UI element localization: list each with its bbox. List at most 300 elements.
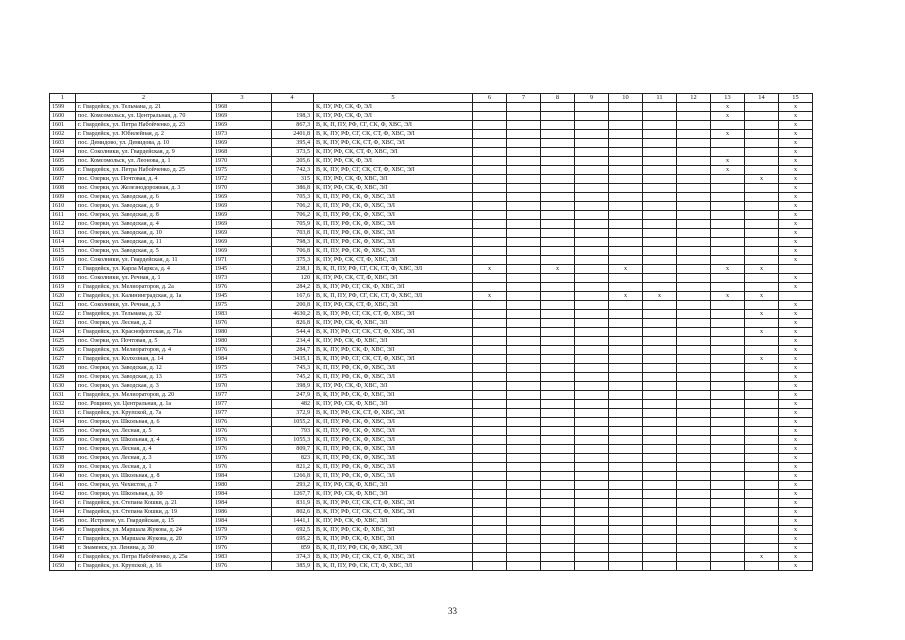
- cell-col-6: [473, 508, 507, 517]
- cell-area: 1055,2: [272, 418, 314, 427]
- cell-col-6: [473, 535, 507, 544]
- cell-col-11: [643, 454, 677, 463]
- cell-col-6: [473, 409, 507, 418]
- cell-year-built: 1980: [212, 337, 272, 346]
- cell-col-11: [643, 526, 677, 535]
- cell-year-built: 1975: [212, 364, 272, 373]
- cell-col-15: x: [779, 463, 813, 472]
- cell-col-11: [643, 103, 677, 112]
- cell-address: пос. Комсомольск, ул. Леонова, д. 1: [76, 157, 212, 166]
- cell-col-9: [575, 409, 609, 418]
- cell-systems: К, ПУ, РФ, СК, Ф, ХВС, ЭЛ: [314, 382, 473, 391]
- cell-col-11: [643, 175, 677, 184]
- header-cell-record-number: 1: [50, 94, 76, 103]
- cell-col-8: [541, 391, 575, 400]
- cell-col-15: x: [779, 400, 813, 409]
- cell-area: 1055,3: [272, 436, 314, 445]
- cell-col-6: [473, 337, 507, 346]
- cell-col-13: x: [711, 157, 745, 166]
- cell-systems: В, К, П, ПУ, РФ, СГ, СК, Ф, ХВС, ЭЛ: [314, 121, 473, 130]
- cell-col-8: [541, 202, 575, 211]
- cell-col-15: x: [779, 148, 813, 157]
- cell-col-6: [473, 427, 507, 436]
- cell-col-15: x: [779, 499, 813, 508]
- cell-col-12: [677, 238, 711, 247]
- cell-col-8: [541, 364, 575, 373]
- cell-col-14: [745, 562, 779, 571]
- cell-col-12: [677, 265, 711, 274]
- cell-col-12: [677, 553, 711, 562]
- cell-area: 1266,8: [272, 472, 314, 481]
- cell-col-15: x: [779, 130, 813, 139]
- cell-col-6: [473, 553, 507, 562]
- cell-systems: В, К, ПУ, РФ, СГ, СК, СТ, Ф, ХВС, ЭЛ: [314, 328, 473, 337]
- cell-col-12: [677, 346, 711, 355]
- cell-area: 745,2: [272, 373, 314, 382]
- cell-record-number: 1620: [50, 292, 76, 301]
- cell-year-built: 1977: [212, 400, 272, 409]
- cell-year-built: 1970: [212, 184, 272, 193]
- cell-col-14: [745, 103, 779, 112]
- cell-year-built: 1975: [212, 301, 272, 310]
- cell-area: 385,9: [272, 562, 314, 571]
- table-row: [50, 535, 813, 544]
- cell-col-10: [609, 337, 643, 346]
- cell-col-13: [711, 391, 745, 400]
- cell-col-6: [473, 445, 507, 454]
- cell-col-10: [609, 139, 643, 148]
- cell-year-built: 1983: [212, 310, 272, 319]
- table-row: [50, 229, 813, 238]
- cell-col-11: [643, 391, 677, 400]
- cell-col-15: x: [779, 175, 813, 184]
- cell-col-6: [473, 157, 507, 166]
- cell-col-6: [473, 139, 507, 148]
- cell-col-8: [541, 157, 575, 166]
- cell-col-11: [643, 481, 677, 490]
- cell-col-15: x: [779, 445, 813, 454]
- cell-col-11: [643, 121, 677, 130]
- cell-col-8: [541, 535, 575, 544]
- cell-col-6: [473, 544, 507, 553]
- cell-col-10: [609, 319, 643, 328]
- cell-col-11: [643, 328, 677, 337]
- cell-systems: К, П, ПУ, РФ, СК, Ф, ХВС, ЭЛ: [314, 373, 473, 382]
- cell-col-7: [507, 481, 541, 490]
- cell-col-8: [541, 472, 575, 481]
- cell-systems: К, П, ПУ, РФ, СК, Ф, ХВС, ЭЛ: [314, 211, 473, 220]
- cell-col-7: [507, 319, 541, 328]
- cell-address: пос. Озерки, ул. Заводская, д. 11: [76, 238, 212, 247]
- cell-col-13: [711, 427, 745, 436]
- cell-area: 706,2: [272, 202, 314, 211]
- cell-col-11: [643, 355, 677, 364]
- cell-col-8: x: [541, 265, 575, 274]
- cell-col-6: [473, 220, 507, 229]
- cell-address: пос. Озерки, ул. Школьная, д. 10: [76, 490, 212, 499]
- cell-address: г. Гвардейск, ул. Калининградская, д. 1а: [76, 292, 212, 301]
- cell-col-10: [609, 166, 643, 175]
- cell-col-6: [473, 274, 507, 283]
- cell-col-8: [541, 229, 575, 238]
- cell-area: 198,3: [272, 112, 314, 121]
- cell-col-14: [745, 256, 779, 265]
- cell-col-7: [507, 121, 541, 130]
- cell-col-9: [575, 166, 609, 175]
- cell-col-10: [609, 220, 643, 229]
- cell-col-7: [507, 184, 541, 193]
- cell-col-15: x: [779, 283, 813, 292]
- cell-col-7: [507, 112, 541, 121]
- cell-address: пос. Озерки, ул. Заводская, д. 13: [76, 373, 212, 382]
- cell-col-10: [609, 247, 643, 256]
- cell-area: [272, 103, 314, 112]
- cell-record-number: 1609: [50, 193, 76, 202]
- cell-col-8: [541, 409, 575, 418]
- cell-col-8: [541, 508, 575, 517]
- cell-col-15: x: [779, 364, 813, 373]
- cell-record-number: 1648: [50, 544, 76, 553]
- cell-col-10: [609, 517, 643, 526]
- cell-systems: В, К, ПУ, РФ, СК, СТ, Ф, ХВС, ЭЛ: [314, 139, 473, 148]
- page-number: 33: [448, 606, 457, 616]
- cell-col-10: [609, 391, 643, 400]
- cell-col-15: x: [779, 544, 813, 553]
- cell-col-8: [541, 238, 575, 247]
- cell-systems: К, ПУ, РФ, СК, СТ, Ф, ХВС, ЭЛ: [314, 256, 473, 265]
- cell-col-11: [643, 283, 677, 292]
- cell-col-15: x: [779, 211, 813, 220]
- cell-address: пос. Озерки, ул. Школьная, д. 6: [76, 418, 212, 427]
- cell-col-8: [541, 139, 575, 148]
- cell-year-built: 1969: [212, 121, 272, 130]
- cell-year-built: 1968: [212, 148, 272, 157]
- cell-col-12: [677, 463, 711, 472]
- cell-area: 3435,1: [272, 355, 314, 364]
- cell-col-10: [609, 328, 643, 337]
- cell-col-7: [507, 175, 541, 184]
- cell-col-13: [711, 373, 745, 382]
- cell-col-15: x: [779, 553, 813, 562]
- cell-year-built: 1976: [212, 427, 272, 436]
- cell-col-9: [575, 562, 609, 571]
- cell-col-9: [575, 526, 609, 535]
- cell-col-14: [745, 418, 779, 427]
- cell-col-7: [507, 544, 541, 553]
- table-row: [50, 463, 813, 472]
- cell-address: г. Гвардейск, ул. Тельмана, д. 32: [76, 310, 212, 319]
- cell-col-9: [575, 157, 609, 166]
- cell-col-15: x: [779, 472, 813, 481]
- cell-col-8: [541, 346, 575, 355]
- cell-col-6: [473, 175, 507, 184]
- cell-col-13: [711, 211, 745, 220]
- cell-col-15: x: [779, 202, 813, 211]
- cell-systems: К, П, ПУ, РФ, СК, Ф, ХВС, ЭЛ: [314, 454, 473, 463]
- cell-col-7: [507, 517, 541, 526]
- cell-col-15: x: [779, 121, 813, 130]
- cell-col-8: [541, 328, 575, 337]
- cell-col-14: [745, 247, 779, 256]
- cell-col-7: [507, 382, 541, 391]
- cell-systems: В, К, ПУ, РФ, СГ, СК, СТ, Ф, ХВС, ЭЛ: [314, 499, 473, 508]
- cell-address: пос. Соколники, ул. Речная, д. 1: [76, 274, 212, 283]
- cell-col-14: [745, 346, 779, 355]
- cell-col-15: x: [779, 562, 813, 571]
- cell-col-12: [677, 166, 711, 175]
- cell-col-7: [507, 301, 541, 310]
- table-row: [50, 373, 813, 382]
- cell-record-number: 1640: [50, 472, 76, 481]
- cell-col-15: x: [779, 319, 813, 328]
- cell-systems: К, ПУ, РФ, СК, Ф, ХВС, ЭЛ: [314, 481, 473, 490]
- cell-col-15: x: [779, 220, 813, 229]
- cell-col-6: [473, 256, 507, 265]
- cell-year-built: 1976: [212, 436, 272, 445]
- cell-year-built: 1970: [212, 157, 272, 166]
- cell-col-9: [575, 454, 609, 463]
- cell-col-9: [575, 355, 609, 364]
- cell-col-15: [779, 265, 813, 274]
- cell-col-7: [507, 193, 541, 202]
- cell-col-13: [711, 535, 745, 544]
- cell-col-15: x: [779, 508, 813, 517]
- cell-address: пос. Соколники, ул. Речная, д. 3: [76, 301, 212, 310]
- cell-col-6: [473, 310, 507, 319]
- table-row: [50, 238, 813, 247]
- cell-year-built: 1945: [212, 265, 272, 274]
- cell-col-9: [575, 301, 609, 310]
- cell-col-9: [575, 544, 609, 553]
- cell-area: 705,3: [272, 193, 314, 202]
- cell-col-14: [745, 463, 779, 472]
- cell-address: г. Гвардейск, ул. Колхозная, д. 14: [76, 355, 212, 364]
- cell-year-built: 1984: [212, 517, 272, 526]
- cell-col-7: [507, 211, 541, 220]
- cell-record-number: 1645: [50, 517, 76, 526]
- cell-col-9: [575, 328, 609, 337]
- cell-col-7: [507, 355, 541, 364]
- cell-systems: К, П, ПУ, РФ, СК, Ф, ХВС, ЭЛ: [314, 193, 473, 202]
- cell-col-13: [711, 139, 745, 148]
- cell-col-6: [473, 463, 507, 472]
- cell-col-9: [575, 247, 609, 256]
- cell-col-14: [745, 202, 779, 211]
- cell-address: пос. Озерки, ул. Школьная, д. 4: [76, 436, 212, 445]
- cell-col-10: [609, 112, 643, 121]
- cell-col-13: [711, 553, 745, 562]
- cell-col-14: [745, 391, 779, 400]
- cell-col-10: [609, 103, 643, 112]
- cell-col-12: [677, 148, 711, 157]
- cell-address: г. Гвардейск, ул. Маршала Жукова, д. 24: [76, 526, 212, 535]
- cell-address: пос. Озерки, ул. Почтовая, д. 4: [76, 175, 212, 184]
- cell-col-7: [507, 454, 541, 463]
- cell-col-13: x: [711, 166, 745, 175]
- cell-col-6: [473, 193, 507, 202]
- cell-record-number: 1639: [50, 463, 76, 472]
- cell-record-number: 1606: [50, 166, 76, 175]
- cell-col-11: [643, 427, 677, 436]
- cell-col-12: [677, 319, 711, 328]
- table-row: [50, 166, 813, 175]
- cell-systems: В, К, П, ПУ, РФ, СК, Ф, ХВС, ЭЛ: [314, 544, 473, 553]
- cell-col-9: [575, 499, 609, 508]
- cell-year-built: 1971: [212, 256, 272, 265]
- cell-col-13: [711, 184, 745, 193]
- cell-year-built: 1969: [212, 238, 272, 247]
- cell-col-12: [677, 472, 711, 481]
- table-row: [50, 346, 813, 355]
- table-row: [50, 355, 813, 364]
- cell-col-11: [643, 202, 677, 211]
- cell-col-15: x: [779, 166, 813, 175]
- cell-col-11: [643, 472, 677, 481]
- table-row: [50, 112, 813, 121]
- cell-col-14: [745, 544, 779, 553]
- cell-col-15: x: [779, 346, 813, 355]
- cell-col-13: [711, 517, 745, 526]
- cell-record-number: 1635: [50, 427, 76, 436]
- cell-area: 831,9: [272, 499, 314, 508]
- cell-col-13: [711, 193, 745, 202]
- cell-col-14: [745, 211, 779, 220]
- cell-year-built: 1986: [212, 508, 272, 517]
- table-row: [50, 157, 813, 166]
- cell-col-6: x: [473, 292, 507, 301]
- cell-col-15: x: [779, 103, 813, 112]
- cell-area: 826,8: [272, 319, 314, 328]
- cell-col-13: [711, 499, 745, 508]
- cell-year-built: 1969: [212, 112, 272, 121]
- table-row: [50, 436, 813, 445]
- cell-col-15: x: [779, 418, 813, 427]
- cell-record-number: 1641: [50, 481, 76, 490]
- cell-record-number: 1633: [50, 409, 76, 418]
- cell-col-10: [609, 436, 643, 445]
- cell-record-number: 1646: [50, 526, 76, 535]
- cell-year-built: 1972: [212, 175, 272, 184]
- cell-col-10: [609, 202, 643, 211]
- table-row: [50, 202, 813, 211]
- cell-col-12: [677, 535, 711, 544]
- cell-col-10: [609, 256, 643, 265]
- table-row: [50, 337, 813, 346]
- cell-record-number: 1624: [50, 328, 76, 337]
- cell-col-12: [677, 544, 711, 553]
- cell-col-8: [541, 454, 575, 463]
- cell-col-12: [677, 373, 711, 382]
- cell-address: пос. Озерки, ул. Школьная, д. 8: [76, 472, 212, 481]
- cell-col-7: [507, 472, 541, 481]
- cell-address: пос. Озерки, ул. Лесная, д. 5: [76, 427, 212, 436]
- cell-col-8: [541, 490, 575, 499]
- table-row: [50, 391, 813, 400]
- cell-record-number: 1619: [50, 283, 76, 292]
- cell-col-6: [473, 346, 507, 355]
- cell-record-number: 1629: [50, 373, 76, 382]
- table-row: [50, 148, 813, 157]
- cell-area: 375,3: [272, 256, 314, 265]
- cell-systems: В, К, ПУ, РФ, СГ, СК, Ф, ХВС, ЭЛ: [314, 283, 473, 292]
- cell-record-number: 1644: [50, 508, 76, 517]
- cell-year-built: 1979: [212, 535, 272, 544]
- cell-col-7: [507, 508, 541, 517]
- cell-record-number: 1647: [50, 535, 76, 544]
- cell-record-number: 1600: [50, 112, 76, 121]
- cell-year-built: 1969: [212, 247, 272, 256]
- cell-area: 398,9: [272, 382, 314, 391]
- cell-area: 1267,7: [272, 490, 314, 499]
- cell-year-built: 1976: [212, 562, 272, 571]
- cell-col-6: x: [473, 265, 507, 274]
- cell-col-11: x: [643, 292, 677, 301]
- cell-col-10: [609, 346, 643, 355]
- cell-record-number: 1636: [50, 436, 76, 445]
- cell-col-14: [745, 373, 779, 382]
- cell-col-6: [473, 202, 507, 211]
- cell-col-6: [473, 319, 507, 328]
- cell-record-number: 1613: [50, 229, 76, 238]
- cell-col-13: [711, 202, 745, 211]
- cell-record-number: 1637: [50, 445, 76, 454]
- cell-col-13: [711, 319, 745, 328]
- cell-col-10: [609, 418, 643, 427]
- cell-address: г. Гвардейск, ул. Юбилейная, д. 2: [76, 130, 212, 139]
- cell-col-15: x: [779, 193, 813, 202]
- cell-col-11: [643, 418, 677, 427]
- cell-record-number: 1611: [50, 211, 76, 220]
- cell-col-10: [609, 382, 643, 391]
- cell-col-14: [745, 382, 779, 391]
- cell-systems: В, К, ПУ, РФ, СГ, СК, СТ, Ф, ХВС, ЭЛ: [314, 310, 473, 319]
- cell-col-15: x: [779, 391, 813, 400]
- cell-address: пос. Озерки, ул. Лесная, д. 4: [76, 445, 212, 454]
- cell-systems: К, П, ПУ, РФ, СК, Ф, ХВС, ЭЛ: [314, 472, 473, 481]
- cell-record-number: 1615: [50, 247, 76, 256]
- cell-col-11: [643, 238, 677, 247]
- cell-col-15: x: [779, 355, 813, 364]
- cell-col-7: [507, 553, 541, 562]
- cell-address: пос. Истровое, ул. Гвардейская, д. 15: [76, 517, 212, 526]
- cell-record-number: 1631: [50, 391, 76, 400]
- cell-col-8: [541, 418, 575, 427]
- cell-area: 167,6: [272, 292, 314, 301]
- cell-col-15: x: [779, 517, 813, 526]
- cell-col-11: [643, 436, 677, 445]
- cell-record-number: 1634: [50, 418, 76, 427]
- cell-col-13: [711, 562, 745, 571]
- cell-col-11: [643, 184, 677, 193]
- cell-address: г. Гвардейск, ул. Мелиораторов, д. 4: [76, 346, 212, 355]
- cell-year-built: 1980: [212, 328, 272, 337]
- cell-col-15: x: [779, 436, 813, 445]
- table-row: [50, 499, 813, 508]
- cell-year-built: 1969: [212, 220, 272, 229]
- cell-address: пос. Озерки, ул. Заводская, д. 8: [76, 211, 212, 220]
- cell-systems: К, ПУ, РФ, СК, Ф, ХВС, ЭЛ: [314, 400, 473, 409]
- cell-year-built: 1980: [212, 481, 272, 490]
- header-cell-col-12: 12: [677, 94, 711, 103]
- cell-col-14: x: [745, 175, 779, 184]
- cell-col-9: [575, 427, 609, 436]
- header-cell-col-7: 7: [507, 94, 541, 103]
- cell-col-12: [677, 436, 711, 445]
- cell-record-number: 1617: [50, 265, 76, 274]
- cell-col-9: [575, 148, 609, 157]
- cell-col-10: [609, 499, 643, 508]
- cell-record-number: 1618: [50, 274, 76, 283]
